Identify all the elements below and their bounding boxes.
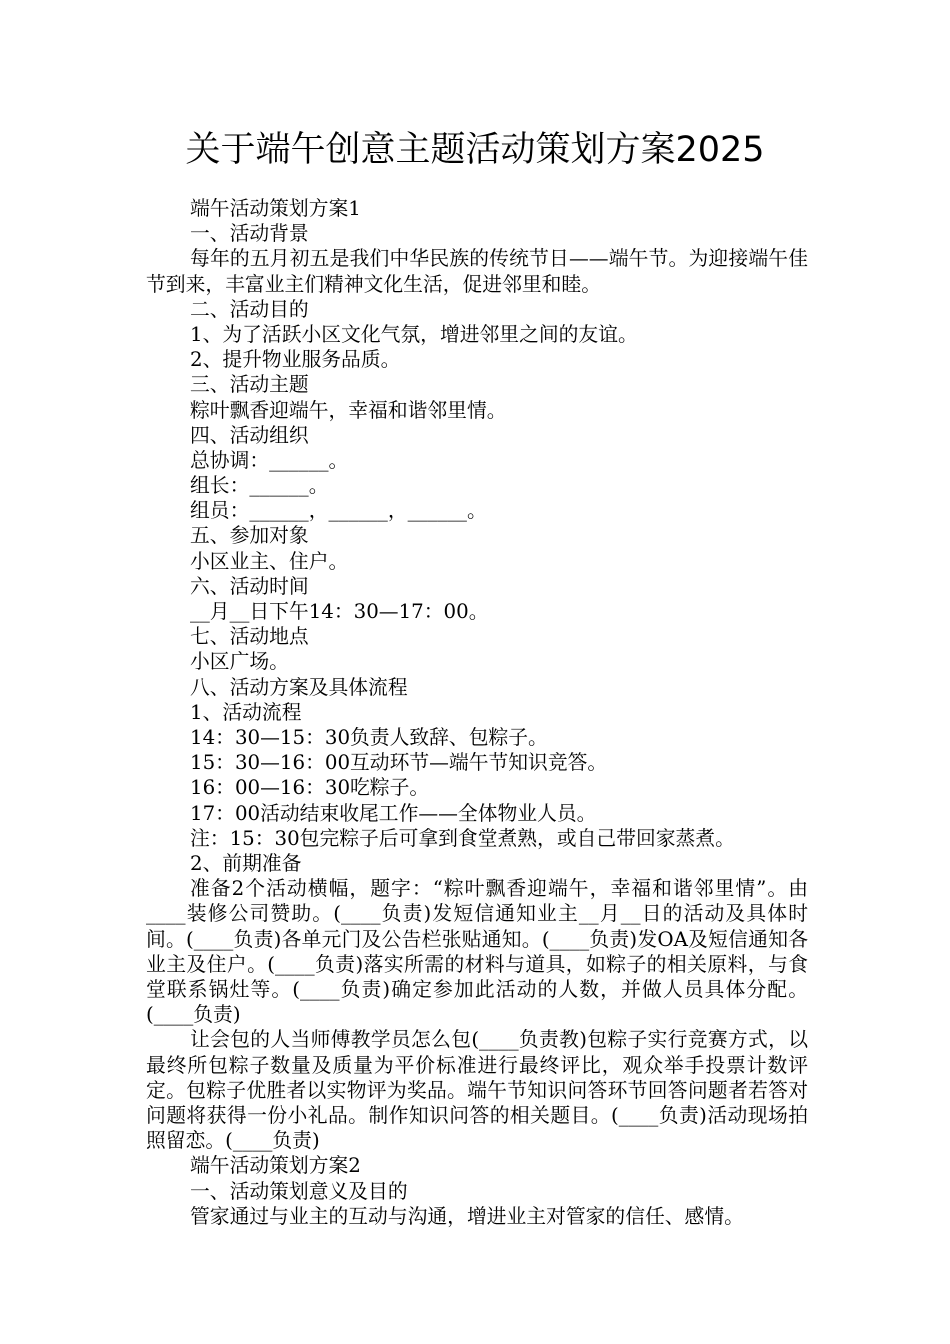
document-title: 关于端午创意主题活动策划方案2025 <box>185 130 765 170</box>
document-body <box>146 196 808 1229</box>
text-line: 五、参加对象 <box>190 524 309 548</box>
text-line: 二、活动目的 <box>190 297 309 321</box>
section-heading: 端午活动策划方案2 <box>190 1154 361 1178</box>
middle-lines <box>146 297 808 876</box>
subsection-heading: 一、活动背景 <box>190 222 309 246</box>
text-line: 17：00活动结束收尾工作——全体物业人员。 <box>190 801 597 825</box>
text-line: 七、活动地点 <box>190 625 309 649</box>
text-line: 总协调：______。 <box>190 448 349 472</box>
paragraph-teaching: 让会包的人当师傅教学员怎么包(____负责教)包粽子实行竞赛方式，以最终所包粽子数量及质量为平价标准进行最终评比，观众举手投票计数评定。包粽子优胜者以实物评为奖品。端午节知识问答环节回答问题者若答对问题将获得一份小礼品。制作知识问答的相关题目。(____负责)活动现场拍照留恋。(____负责) <box>146 1028 808 1153</box>
text-line: 小区广场。 <box>190 650 289 674</box>
text-line: 15：30—16：00互动环节—端午节知识竞答。 <box>190 751 608 775</box>
text-line: 1、活动流程 <box>190 700 302 724</box>
text-line: 2、前期准备 <box>190 851 302 875</box>
text-line: 组员：______，______，______。 <box>190 499 487 523</box>
text-line: 14：30—15：30负责人致辞、包粽子。 <box>190 725 548 749</box>
text-line: 粽叶飘香迎端午，幸福和谐邻里情。 <box>190 398 507 422</box>
text-line: 16：00—16：30吃粽子。 <box>190 776 430 800</box>
text-line: 组长：______。 <box>190 474 329 498</box>
text-line: 2、提升物业服务品质。 <box>190 348 401 372</box>
text-line: 管家通过与业主的互动与沟通，增进业主对管家的信任、感情。 <box>190 1204 744 1228</box>
paragraph-preparation: 准备2个活动横幅，题字：“粽叶飘香迎端午，幸福和谐邻里情”。由____装修公司赞助。(____负责)发短信通知业主__月__日的活动及具体时间。(____负责)各单元门及公告栏张贴通知。(____负责)发OA及短信通知各业主及住户。(____负责)落实所需的材料与道具，如粽子的相关原料，与食堂联系锅灶等。(____负责)确定参加此活动的人数，并做人员具体分配。(____负责) <box>146 877 808 1027</box>
text-line: 三、活动主题 <box>190 373 309 397</box>
text-line: __月__日下午14：30—17：00。 <box>190 600 489 624</box>
text-line: 四、活动组织 <box>190 423 309 447</box>
paragraph-background: 每年的五月初五是我们中华民族的传统节日——端午节。为迎接端午佳节到来，丰富业主们精神文化生活，促进邻里和睦。 <box>146 247 808 296</box>
text-line: 六、活动时间 <box>190 574 309 598</box>
text-line: 注：15：30包完粽子后可拿到食堂煮熟，或自己带回家蒸煮。 <box>190 826 735 850</box>
subsection-heading: 一、活动策划意义及目的 <box>190 1179 408 1203</box>
text-line: 小区业主、住户。 <box>190 549 349 573</box>
text-line: 八、活动方案及具体流程 <box>190 675 408 699</box>
text-line: 1、为了活跃小区文化气氛，增进邻里之间的友谊。 <box>190 322 638 346</box>
section-heading: 端午活动策划方案1 <box>190 197 361 220</box>
